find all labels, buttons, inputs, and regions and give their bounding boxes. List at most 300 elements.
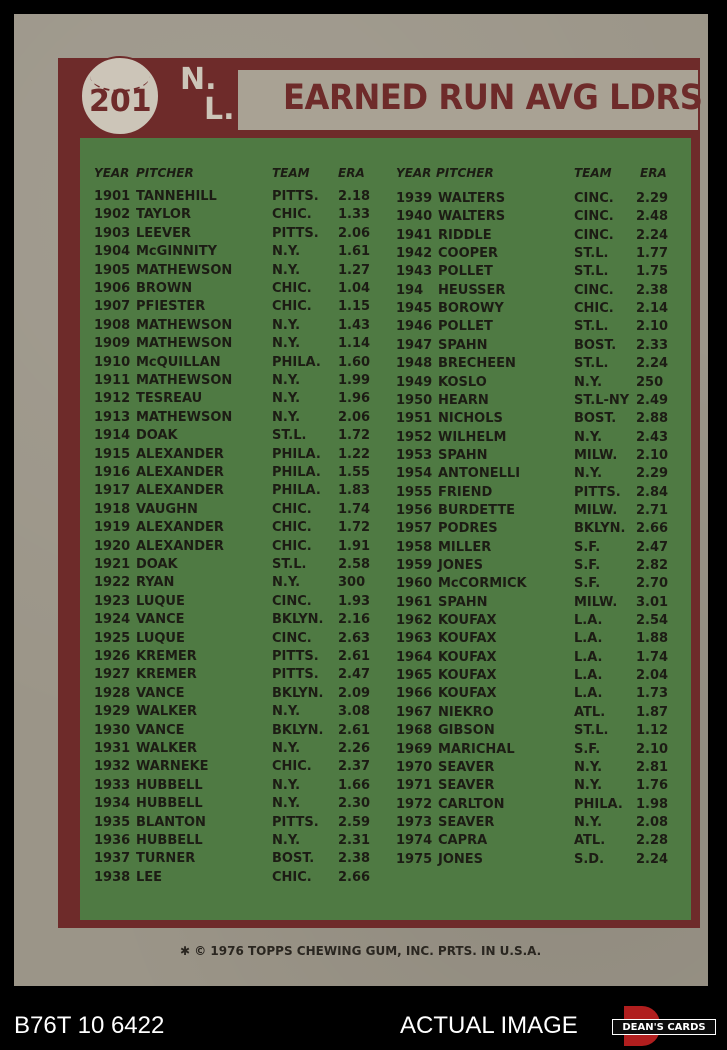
cell-pitcher: GIBSON (438, 723, 495, 739)
cell-year: 1915 (94, 446, 131, 462)
cell-pitcher: POLLET (438, 264, 493, 280)
cell-era: 1.88 (636, 631, 669, 647)
header-era-right: ERA (640, 166, 667, 180)
cell-era: 1.74 (636, 649, 669, 665)
cell-era: 2.06 (338, 409, 371, 425)
cell-pitcher: KOSLO (438, 374, 487, 390)
cell-year: 1907 (94, 299, 131, 315)
cell-pitcher: NICHOLS (438, 411, 503, 427)
cell-era: 1.83 (338, 483, 371, 499)
cell-year: 1963 (396, 631, 433, 647)
cell-pitcher: WALTERS (438, 191, 506, 206)
cell-era: 1.22 (338, 446, 371, 462)
cell-era: 2.26 (338, 741, 371, 756)
cell-team: BKLYN. (272, 685, 324, 701)
cell-year: 1935 (94, 814, 131, 830)
cell-year: 1942 (396, 246, 433, 262)
cell-pitcher: KOUFAX (438, 668, 497, 684)
cell-era: 2.81 (636, 759, 669, 775)
cell-year: 1947 (396, 337, 433, 353)
cell-era: 2.09 (338, 685, 371, 701)
cell-era: 2.08 (636, 814, 669, 830)
cell-team: BKLYN. (574, 521, 626, 537)
cell-year: 1906 (94, 281, 131, 296)
cell-team: CHIC. (272, 869, 312, 885)
cell-era: 2.84 (636, 484, 669, 500)
cell-team: BKLYN. (272, 722, 324, 738)
cell-team: N.Y. (272, 317, 301, 333)
cell-pitcher: McCORMICK (438, 576, 527, 592)
cell-pitcher: PODRES (438, 521, 498, 537)
cell-year: 1956 (396, 502, 433, 518)
cell-pitcher: FRIEND (438, 484, 493, 500)
cell-era: 2.49 (636, 392, 669, 408)
cell-year: 1973 (396, 814, 433, 830)
cell-team: S.D. (574, 851, 605, 867)
cell-year: 1922 (94, 575, 131, 591)
cell-pitcher: ANTONELLI (438, 466, 521, 482)
cell-team: ST.L. (574, 723, 609, 739)
cell-era: 2.37 (338, 759, 371, 775)
cell-pitcher: NIEKRO (438, 704, 494, 720)
cell-era: 2.48 (636, 209, 669, 225)
cell-pitcher: CAPRA (438, 833, 488, 849)
header-year-right: YEAR (396, 166, 432, 180)
cell-era: 2.24 (636, 356, 669, 372)
cell-pitcher: KOUFAX (438, 613, 497, 629)
cell-year: 1972 (396, 796, 433, 812)
cell-team: L.A. (574, 631, 603, 647)
cell-team: MILW. (574, 502, 618, 518)
cell-team: CHIC. (272, 207, 312, 223)
cell-pitcher: KOUFAX (438, 686, 497, 702)
cell-year: 1970 (396, 759, 433, 775)
cell-pitcher: VANCE (136, 722, 185, 738)
cell-era: 2.59 (338, 814, 371, 830)
cell-team: CINC. (272, 630, 312, 646)
cell-pitcher: SPAHN (438, 447, 488, 463)
cell-year: 1903 (94, 225, 131, 241)
cell-team: BOST. (272, 851, 315, 867)
cell-pitcher: HUBBELL (136, 796, 203, 812)
cell-era: 2.10 (636, 447, 669, 463)
cell-era: 300 (338, 575, 366, 591)
cell-pitcher: MATHEWSON (136, 262, 233, 278)
deans-cards-logo (612, 1006, 716, 1046)
cell-year: 1962 (396, 613, 433, 629)
cell-era: 1.55 (338, 465, 371, 480)
cell-era: 1.87 (636, 704, 669, 720)
cell-team: CHIC. (272, 501, 312, 517)
cell-pitcher: VANCE (136, 685, 185, 701)
cell-pitcher: McGINNITY (136, 244, 218, 260)
actual-image-label: ACTUAL IMAGE (400, 1012, 578, 1039)
cell-era: 3.01 (636, 594, 669, 610)
cell-pitcher: KOUFAX (438, 631, 497, 647)
cell-year: 1967 (396, 704, 433, 720)
cell-year: 1968 (396, 723, 433, 739)
cell-era: 1.96 (338, 391, 371, 407)
cell-team: PHILA. (272, 483, 321, 499)
cell-pitcher: MILLER (438, 539, 492, 555)
cell-year: 1934 (94, 796, 131, 812)
cell-pitcher: RYAN (136, 575, 175, 591)
cell-pitcher: HEUSSER (438, 282, 506, 298)
cell-pitcher: BLANTON (136, 814, 206, 830)
cell-team: N.Y. (574, 759, 603, 775)
cell-era: 1.93 (338, 593, 371, 609)
cell-pitcher: JONES (438, 851, 484, 867)
cell-year: 1902 (94, 207, 131, 223)
cell-team: ST.L. (574, 246, 609, 262)
cell-team: N.Y. (272, 391, 301, 407)
header-team-right: TEAM (574, 166, 612, 180)
cell-era: 2.10 (636, 319, 669, 335)
cell-era: 2.54 (636, 613, 669, 629)
cell-team: BOST. (574, 337, 617, 353)
cell-pitcher: TURNER (136, 851, 196, 867)
cell-pitcher: SEAVER (438, 814, 495, 830)
cell-year: 1961 (396, 594, 433, 610)
cell-year: 1959 (396, 558, 433, 573)
cell-team: CHIC. (574, 301, 614, 317)
cell-team: N.Y. (272, 373, 301, 388)
cell-era: 2.38 (338, 851, 371, 867)
cell-pitcher: ALEXANDER (136, 465, 224, 480)
cell-year: 1945 (396, 301, 433, 317)
cell-year: 1913 (94, 409, 131, 425)
cell-era: 2.24 (636, 851, 669, 867)
cell-year: 1908 (94, 317, 131, 333)
cell-year: 1932 (94, 759, 131, 775)
cell-year: 1928 (94, 685, 131, 701)
cell-team: ST.L. (272, 428, 307, 444)
cell-year: 1931 (94, 741, 131, 756)
cell-pitcher: HEARN (438, 392, 489, 408)
cell-era: 2.10 (636, 741, 669, 757)
cell-pitcher: KREMER (136, 667, 197, 683)
cell-year: 1938 (94, 869, 131, 885)
cell-era: 2.18 (338, 189, 371, 204)
cell-team: CHIC. (272, 759, 312, 775)
cell-pitcher: RIDDLE (438, 227, 492, 243)
cell-pitcher: McQUILLAN (136, 354, 221, 370)
cell-pitcher: SPAHN (438, 337, 488, 353)
cell-pitcher: VAUGHN (136, 501, 198, 517)
cell-era: 2.61 (338, 722, 371, 738)
cell-era: 1.72 (338, 520, 371, 536)
cell-year: 1929 (94, 704, 131, 720)
header-team-left: TEAM (272, 166, 310, 180)
cell-era: 1.76 (636, 778, 669, 794)
cell-team: CINC. (574, 191, 614, 206)
cell-era: 2.82 (636, 558, 669, 573)
cell-team: S.F. (574, 576, 601, 592)
cell-era: 2.70 (636, 576, 669, 592)
cell-year: 1948 (396, 356, 433, 372)
cell-team: N.Y. (272, 704, 301, 720)
cell-era: 1.14 (338, 336, 371, 352)
cell-pitcher: MATHEWSON (136, 336, 233, 352)
cell-year: 1925 (94, 630, 131, 646)
cell-team: PHILA. (272, 354, 321, 370)
logo-text: DEAN'S CARDS (612, 1019, 716, 1035)
cell-era: 1.75 (636, 264, 669, 280)
cell-pitcher: MATHEWSON (136, 409, 233, 425)
cell-team: N.Y. (272, 796, 301, 812)
league-letter-l: L. (204, 92, 235, 127)
cell-year: 1958 (396, 539, 433, 555)
cell-era: 2.43 (636, 429, 669, 445)
cell-team: S.F. (574, 539, 601, 555)
cell-pitcher: POLLET (438, 319, 493, 335)
cell-team: L.A. (574, 649, 603, 665)
cell-era: 1.12 (636, 723, 669, 739)
cell-team: N.Y. (272, 575, 301, 591)
cell-pitcher: LUQUE (136, 593, 185, 609)
cell-year: 1952 (396, 429, 433, 445)
cell-team: ST.L-NY (574, 392, 630, 408)
cell-team: CHIC. (272, 299, 312, 315)
cell-era: 1.27 (338, 262, 371, 278)
cell-year: 1955 (396, 484, 433, 500)
cell-pitcher: HUBBELL (136, 777, 203, 793)
cell-team: BKLYN. (272, 612, 324, 628)
cell-era: 2.28 (636, 833, 669, 849)
cell-pitcher: MATHEWSON (136, 317, 233, 333)
cell-year: 1918 (94, 501, 131, 517)
cell-team: N.Y. (272, 741, 301, 756)
cell-era: 250 (636, 374, 664, 390)
cell-pitcher: MATHEWSON (136, 373, 233, 388)
cell-year: 1950 (396, 392, 433, 408)
cell-era: 1.77 (636, 246, 669, 262)
cell-team: CINC. (574, 282, 614, 298)
cell-era: 2.38 (636, 282, 669, 298)
cell-pitcher: LUQUE (136, 630, 185, 646)
cell-year: 1960 (396, 576, 433, 592)
cell-team: PITTS. (272, 189, 319, 204)
cell-year: 1949 (396, 374, 433, 390)
cell-pitcher: SEAVER (438, 759, 495, 775)
cell-team: ST.L. (574, 356, 609, 372)
cell-year: 1910 (94, 354, 131, 370)
cell-year: 1924 (94, 612, 131, 628)
cell-era: 3.08 (338, 704, 371, 720)
cell-era: 2.29 (636, 466, 669, 482)
cell-year: 1919 (94, 520, 131, 536)
cell-pitcher: BOROWY (438, 301, 504, 317)
cell-team: PITTS. (272, 649, 319, 664)
cell-team: S.F. (574, 558, 601, 573)
cell-era: 2.30 (338, 796, 371, 812)
cell-era: 1.73 (636, 686, 669, 702)
copyright-line: ✱ © 1976 TOPPS CHEWING GUM, INC. PRTS. IN U.S.A. (180, 944, 542, 958)
cell-year: 1905 (94, 262, 131, 278)
cell-team: ST.L. (574, 319, 609, 335)
cell-team: N.Y. (574, 778, 603, 794)
cell-year: 1943 (396, 264, 433, 280)
cell-pitcher: SPAHN (438, 594, 488, 610)
cell-pitcher: SEAVER (438, 778, 495, 794)
cell-era: 2.58 (338, 557, 371, 572)
cell-pitcher: TAYLOR (136, 207, 191, 223)
cell-pitcher: BRECHEEN (438, 356, 516, 372)
cell-team: N.Y. (272, 409, 301, 425)
cell-era: 2.66 (338, 869, 371, 885)
cell-pitcher: BURDETTE (438, 502, 516, 518)
cell-year: 1940 (396, 209, 433, 225)
cell-era: 2.06 (338, 225, 371, 241)
cell-pitcher: WALKER (136, 741, 198, 756)
cell-pitcher: CARLTON (438, 796, 505, 812)
cell-era: 1.04 (338, 281, 371, 296)
cell-pitcher: WALTERS (438, 209, 506, 225)
cell-era: 2.66 (636, 521, 669, 537)
cell-year: 1953 (396, 447, 433, 463)
cell-team: ST.L. (272, 557, 307, 572)
cell-pitcher: KREMER (136, 649, 197, 664)
cell-pitcher: WALKER (136, 704, 198, 720)
league-letter-n: N. (180, 62, 217, 97)
cell-era: 1.91 (338, 538, 371, 554)
cell-era: 1.61 (338, 244, 371, 260)
cell-team: CHIC. (272, 538, 312, 554)
cell-team: S.F. (574, 741, 601, 757)
cell-year: 1937 (94, 851, 131, 867)
cell-year: 1954 (396, 466, 433, 482)
cell-year: 1916 (94, 465, 131, 480)
cell-pitcher: HUBBELL (136, 833, 203, 848)
cell-year: 1927 (94, 667, 131, 683)
cell-year: 1923 (94, 593, 131, 609)
cell-pitcher: DOAK (136, 557, 178, 572)
cell-team: N.Y. (272, 833, 301, 848)
cell-team: MILW. (574, 594, 618, 610)
cell-pitcher: WILHELM (438, 429, 507, 445)
cell-year: 1901 (94, 189, 131, 204)
cell-year: 1930 (94, 722, 131, 738)
cell-pitcher: DOAK (136, 428, 178, 444)
cell-team: L.A. (574, 613, 603, 629)
cell-team: PHILA. (574, 796, 623, 812)
cell-team: N.Y. (574, 466, 603, 482)
cell-year: 1917 (94, 483, 131, 499)
cell-team: N.Y. (272, 336, 301, 352)
header-year-left: YEAR (94, 166, 130, 180)
cell-team: PITTS. (272, 814, 319, 830)
cell-year: 1941 (396, 227, 433, 243)
cell-year: 1957 (396, 521, 433, 537)
card-number: 201 (89, 84, 152, 119)
header-era-left: ERA (338, 166, 365, 180)
cell-era: 2.29 (636, 191, 669, 206)
cell-team: L.A. (574, 686, 603, 702)
cell-year: 1911 (94, 373, 131, 388)
cell-team: ATL. (574, 704, 606, 720)
cell-team: CINC. (574, 209, 614, 225)
cell-team: MILW. (574, 447, 618, 463)
cell-team: N.Y. (574, 814, 603, 830)
cell-year: 1909 (94, 336, 131, 352)
cell-team: PHILA. (272, 446, 321, 462)
cell-era: 2.88 (636, 411, 669, 427)
cell-pitcher: JONES (438, 558, 484, 573)
cell-era: 2.31 (338, 833, 371, 848)
cell-year: 1965 (396, 668, 433, 684)
cell-pitcher: KOUFAX (438, 649, 497, 665)
cell-pitcher: TESREAU (136, 391, 203, 407)
cell-pitcher: TANNEHILL (136, 189, 217, 204)
cell-era: 2.04 (636, 668, 669, 684)
cell-era: 2.24 (636, 227, 669, 243)
cell-era: 2.71 (636, 502, 669, 518)
cell-year: 1920 (94, 538, 131, 554)
cell-team: N.Y. (574, 429, 603, 445)
cell-team: PITTS. (272, 225, 319, 241)
cell-era: 1.98 (636, 796, 669, 812)
cell-era: 1.72 (338, 428, 371, 444)
cell-era: 1.66 (338, 777, 371, 793)
cell-era: 1.74 (338, 501, 371, 517)
cell-era: 1.60 (338, 354, 371, 370)
cell-team: N.Y. (272, 262, 301, 278)
cell-pitcher: ALEXANDER (136, 483, 224, 499)
cell-team: PITTS. (272, 667, 319, 683)
cell-year: 1912 (94, 391, 131, 407)
cell-year: 1964 (396, 649, 433, 665)
cell-era: 2.47 (636, 539, 669, 555)
cell-year: 1975 (396, 851, 433, 867)
cell-year: 1951 (396, 411, 433, 427)
cell-pitcher: WARNEKE (136, 759, 209, 775)
cell-year: 1926 (94, 649, 131, 664)
cell-year: 1969 (396, 741, 433, 757)
cell-team: CINC. (272, 593, 312, 609)
cell-pitcher: VANCE (136, 612, 185, 628)
cell-pitcher: ALEXANDER (136, 446, 224, 462)
cell-era: 2.63 (338, 630, 371, 646)
cell-team: ST.L. (574, 264, 609, 280)
cell-team: N.Y. (574, 374, 603, 390)
cell-pitcher: MARICHAL (438, 741, 515, 757)
cell-pitcher: LEE (136, 869, 163, 885)
cell-era: 2.14 (636, 301, 669, 317)
cell-year: 194 (396, 282, 424, 298)
cell-team: PHILA. (272, 465, 321, 480)
cell-year: 1921 (94, 557, 131, 572)
cell-era: 1.43 (338, 317, 371, 333)
header-pitcher-right: PITCHER (436, 166, 494, 180)
cell-team: N.Y. (272, 244, 301, 260)
cell-era: 1.33 (338, 207, 371, 223)
cell-year: 1966 (396, 686, 433, 702)
cell-pitcher: COOPER (438, 246, 499, 262)
cell-pitcher: ALEXANDER (136, 538, 224, 554)
cell-year: 1933 (94, 777, 131, 793)
cell-team: L.A. (574, 668, 603, 684)
cell-pitcher: BROWN (136, 281, 193, 296)
cell-pitcher: ALEXANDER (136, 520, 224, 536)
cell-year: 1936 (94, 833, 131, 848)
header-pitcher-left: PITCHER (136, 166, 194, 180)
cell-era: 1.15 (338, 299, 371, 315)
sku-label: B76T 10 6422 (14, 1012, 165, 1039)
cell-era: 2.16 (338, 612, 371, 628)
cell-pitcher: PFIESTER (136, 299, 206, 315)
cell-era: 2.47 (338, 667, 371, 683)
cell-year: 1974 (396, 833, 433, 849)
